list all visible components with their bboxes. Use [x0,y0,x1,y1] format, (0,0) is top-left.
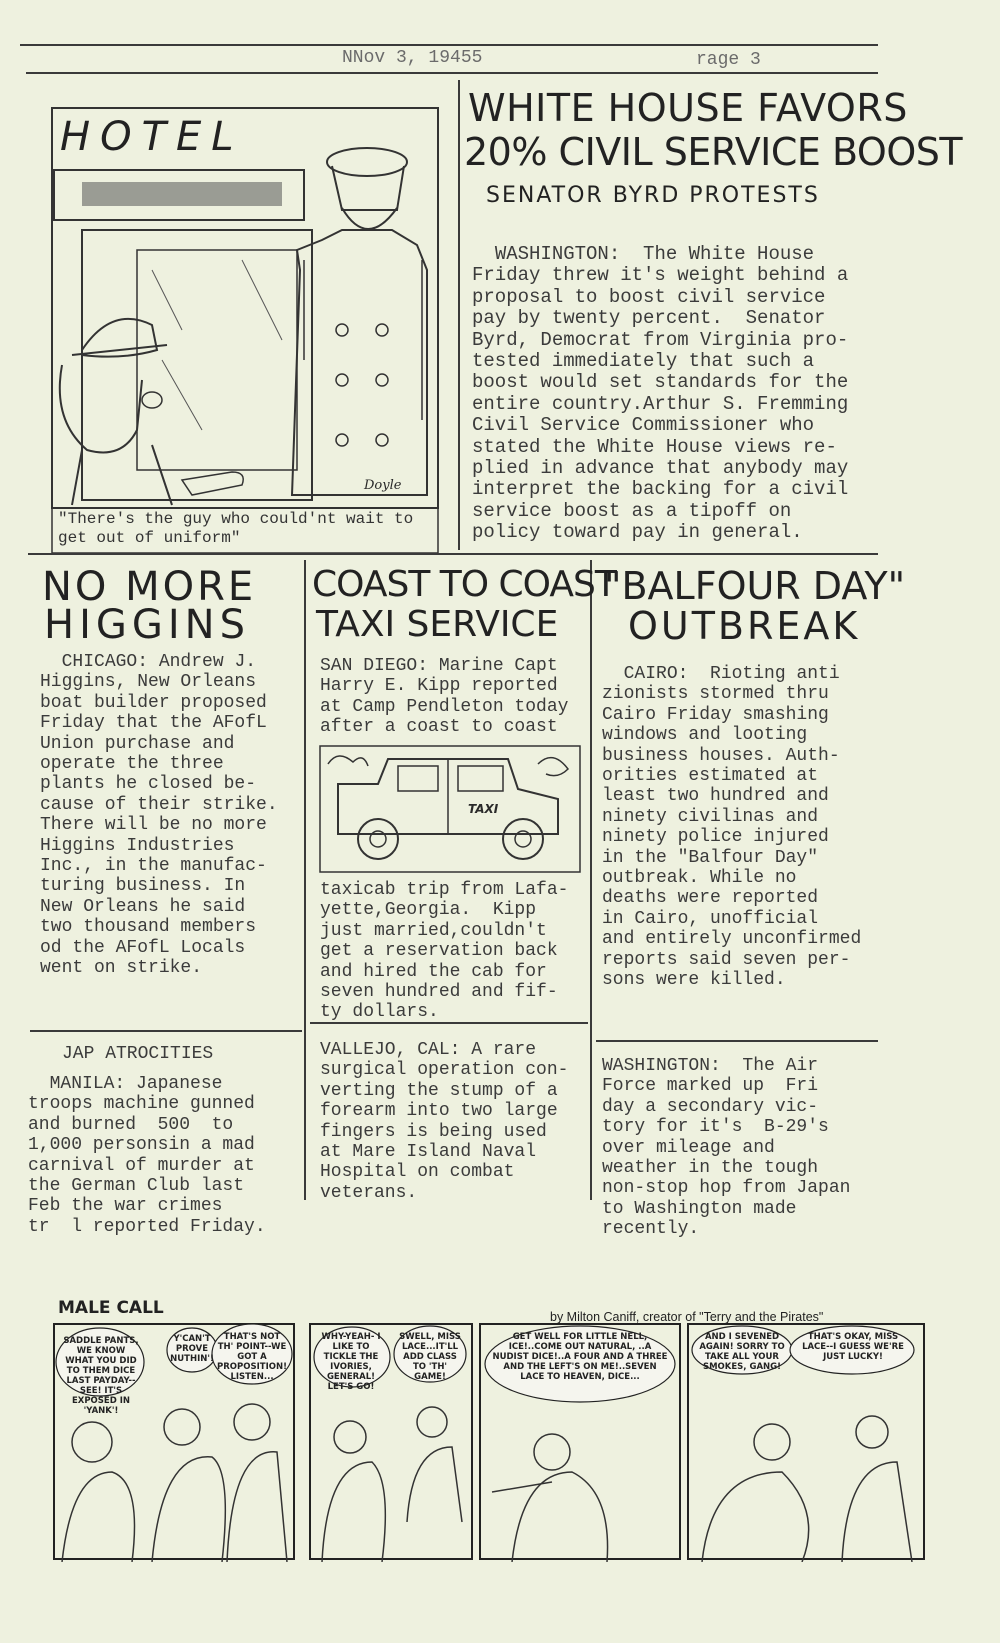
whitehouse-body: WASHINGTON: The White House Friday threw it's weight behind a proposal to boost civil service pay by twenty percent. Senator Byrd, Democrat from Virginia pro- tested immediately that such a boost would set standards for the entire country.Arthur S. Fremming Civil Service Commissioner who stated the White House views re- plied in advance that anybody may interpret the backing for a civil service boost as a tipoff on policy toward pay in general. [472,243,849,544]
panel2-balloon1: WHY-YEAH- I LIKE TO TICKLE THE IVORIES, GENERAL! LET'S GO! [321,1332,381,1392]
taxi-sign: TAXI [468,802,499,816]
masthead-top-rule [20,44,878,46]
higgins-headline-2: HIGGINS [44,602,250,648]
taxi-cartoon-drawing [318,744,583,874]
airforce-body: WASHINGTON: The Air Force marked up Fri day a secondary vic- tory for it's B-29's over mileage and weather in the tough non-stop hop from Japan to Washington made recently. [602,1056,851,1240]
vallejo-body: VALLEJO, CAL: A rare surgical operation con- verting the stump of a forearm into two large fingers is being used at Mare Island Naval Hospital on combat veterans. [320,1040,569,1203]
higgins-headline-1: NO MORE [42,564,257,610]
panel1-balloon3: THAT'S NOT TH' POINT--WE GOT A PROPOSITION! LISTEN... [217,1332,287,1382]
balfour-body: CAIRO: Rioting anti zionists stormed thru Cairo Friday smashing windows and looting business houses. Auth- orities estimated at least two hundred and ninety civilinas and ninety police injured in the "Balfour Day" outbreak. While no deaths were reported in Cairo, unofficial and entirely unconfirmed reports said seven per- sons were killed. [602,664,862,991]
jap-headline: JAP ATROCITIES [62,1044,214,1064]
taxi-cartoon [318,744,583,874]
taxi-headline-1: COAST TO COAST [312,564,616,605]
balfour-headline-1: "BALFOUR DAY" [604,564,906,608]
whitehouse-headline-2: 20% CIVIL SERVICE BOOST [464,130,963,174]
issue-date: NNov 3, 19455 [342,48,483,68]
taxi-headline-2: TAXI SERVICE [316,604,559,645]
comic-title: MALE CALL [58,1298,164,1318]
whitehouse-headline-1: WHITE HOUSE FAVORS [468,86,908,130]
cartoon-caption: "There's the guy who could'nt wait to get out of uniform" [58,510,414,547]
hotel-sign-text: HOTEL [60,114,244,160]
jap-body: MANILA: Japanese troops machine gunned and burned 500 to 1,000 personsin a mad carnival of murder at the German Club last Feb the war crimes tr l reported Friday. [28,1074,266,1237]
panel4-balloon1: AND I SEVENED AGAIN! SORRY TO TAKE ALL YOUR SMOKES, GANG! [699,1332,785,1372]
masthead-bottom-rule [26,72,878,74]
higgins-bottom-rule [30,1030,302,1032]
taxi-bottom-rule [310,1022,588,1024]
mid-divider-1 [304,560,306,1200]
panel4-balloon2: THAT'S OKAY, MISS LACE--I GUESS WE'RE JUST LUCKY! [802,1332,904,1362]
comic-strip [52,1322,927,1562]
whitehouse-subhead: SENATOR BYRD PROTESTS [486,183,820,208]
comic-credit: by Milton Caniff, creator of "Terry and the Pirates" [550,1310,824,1324]
panel1-balloon2: Y'CAN'T PROVE NUTHIN'! [170,1334,214,1364]
taxi-body-bottom: taxicab trip from Lafa- yette,Georgia. Kipp just married,couldn't get a reservation back and hired the cab for seven hundred and fif- ty dollars. [320,880,569,1023]
cartoon-artist-signature: Doyle [364,478,402,493]
taxi-body-top: SAN DIEGO: Marine Capt Harry E. Kipp reported at Camp Pendleton today after a coast to coast [320,656,569,738]
top-column-divider [458,80,460,550]
panel3-balloon1: GET WELL FOR LITTLE NELL, ICE!..COME OUT NATURAL, ..A NUDIST DICE!..A FOUR AND A THREE AND THE LEFT'S ON ME!..SEVEN LACE TO HEAVEN, DICE... [492,1332,668,1382]
balfour-bottom-rule [596,1040,878,1042]
panel1-balloon1: SADDLE PANTS, WE KNOW WHAT YOU DID TO THEM DICE LAST PAYDAY-- SEE! IT'S EXPOSED IN 'YANK'! [63,1336,139,1416]
hotel-cartoon [42,100,442,555]
top-section-rule [28,553,878,555]
higgins-body: CHICAGO: Andrew J. Higgins, New Orleans boat builder proposed Friday that the AFofL Union purchase and operate the three plants he closed be- cause of their strike. There will be no more Higgins Industries Inc., in the manufac- turing business. In New Orleans he said two thousand members od the AFofL Locals went on strike. [40,652,278,979]
panel2-balloon2: SWELL, MISS LACE...IT'LL ADD CLASS TO 'TH' GAME! [399,1332,461,1382]
balfour-headline-2: OUTBREAK [628,604,861,648]
page-number: rage 3 [696,50,761,70]
